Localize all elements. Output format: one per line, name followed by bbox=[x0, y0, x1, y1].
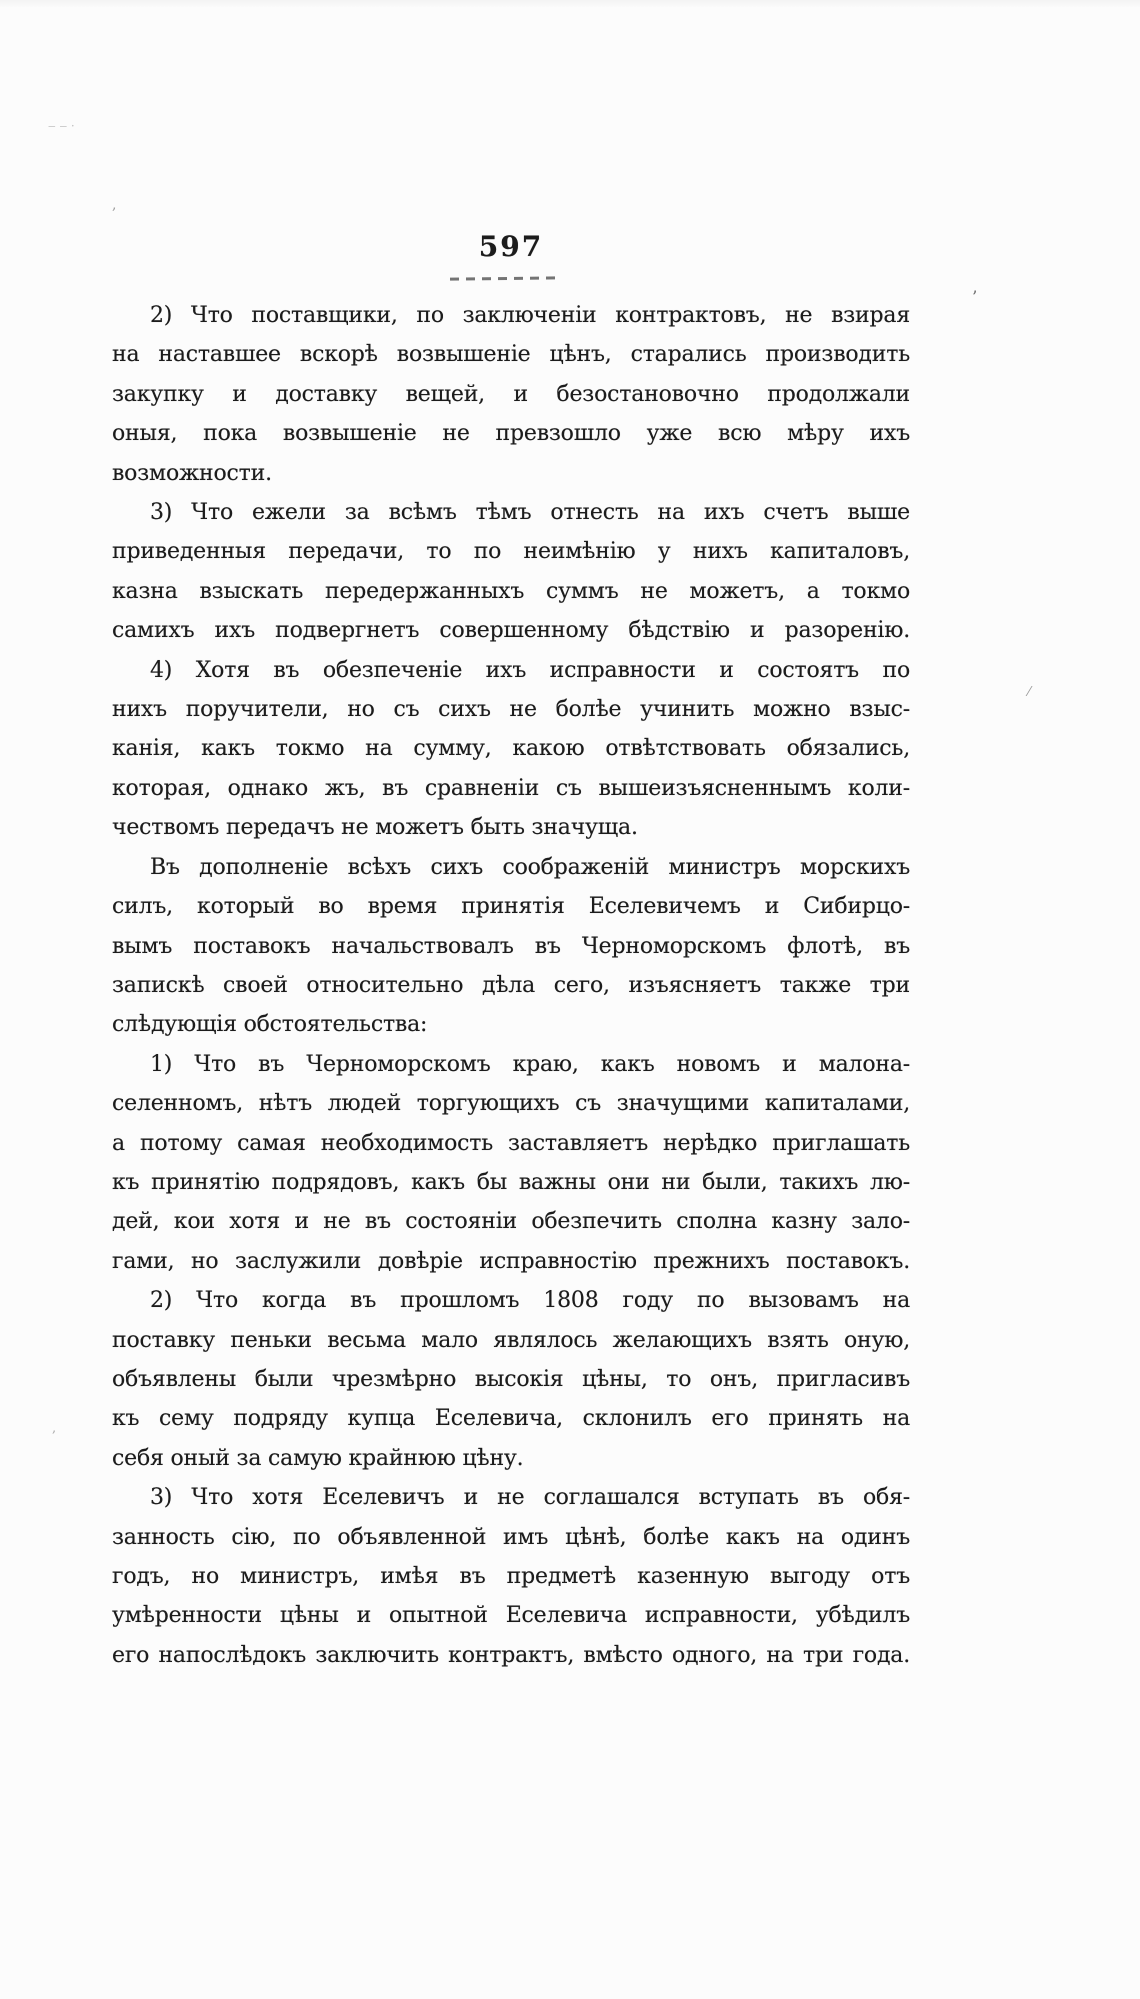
text-line: умѣренности цѣны и опытной Еселевича исправности, убѣдилъ bbox=[112, 1603, 910, 1629]
text-line: 2) Что поставщики, по заключеніи контрактовъ, не взирая bbox=[150, 303, 910, 328]
text-line: гами, но заслужили довѣріе исправностію прежнихъ поставокъ. bbox=[112, 1248, 910, 1274]
text-line: къ сему подряду купца Еселевича, склонилъ его принять на bbox=[112, 1406, 910, 1432]
text-line: объявлены были чрезмѣрно высокія цѣны, то онъ, пригласивъ bbox=[112, 1366, 910, 1392]
scan-artifact: , bbox=[112, 197, 117, 213]
text-line: а потому самая необходимость заставляетъ нерѣдко приглашать bbox=[112, 1130, 910, 1156]
text-line: казна взыскать передержанныхъ суммъ не можетъ, а токмо bbox=[112, 578, 910, 604]
page-number-underline-rule bbox=[450, 276, 558, 280]
text-line: 3) Что хотя Еселевичъ и не соглашался вступать въ обя- bbox=[150, 1485, 910, 1511]
page-number: 597 bbox=[478, 230, 544, 263]
text-line: селенномъ, нѣтъ людей торгующихъ съ значущими капиталами, bbox=[112, 1091, 910, 1117]
text-line: къ принятію подрядовъ, какъ бы важны они ни были, такихъ лю- bbox=[112, 1169, 910, 1195]
scan-artifact: ⁄ bbox=[1028, 685, 1031, 700]
text-line: канія, какъ токмо на сумму, какою отвѣтствовать обязались, bbox=[112, 736, 910, 762]
text-line: возможности. bbox=[112, 460, 272, 486]
text-line: которая, однако жъ, въ сравненіи съ вышеизъясненнымъ коли- bbox=[112, 775, 910, 801]
scan-artifact: ‒ ‒ · bbox=[48, 119, 75, 133]
text-line: 3) Что ежели за всѣмъ тѣмъ отнесть на ихъ счетъ выше bbox=[150, 500, 910, 526]
text-line: закупку и доставку вещей, и безостановочно продолжали bbox=[112, 381, 910, 407]
text-line: дей, кои хотя и не въ состояніи обезпечить сполна казну зало- bbox=[112, 1209, 910, 1235]
text-line: 1) Что въ Черноморскомъ краю, какъ новомъ и малона- bbox=[150, 1051, 910, 1077]
text-line: чествомъ передачъ не можетъ быть значуща. bbox=[112, 815, 638, 841]
text-line: себя оный за самую крайнюю цѣну. bbox=[112, 1445, 524, 1471]
text-line: вымъ поставокъ начальствовалъ въ Черноморскомъ флотѣ, въ bbox=[112, 933, 910, 959]
text-line: силъ, который во время принятія Еселевичемъ и Сибирцо- bbox=[112, 894, 910, 920]
text-line: слѣдующія обстоятельства: bbox=[112, 1012, 428, 1038]
text-line: приведенныя передачи, то по неимѣнію у нихъ капиталовъ, bbox=[112, 539, 910, 565]
text-line: оныя, пока возвышеніе не превзошло уже всю мѣру ихъ bbox=[112, 421, 910, 447]
text-block bbox=[112, 296, 910, 1675]
text-line: его напослѣдокъ заключить контрактъ, вмѣсто одного, на три года. bbox=[112, 1642, 910, 1668]
text-line: занность сію, по объявленной имъ цѣнѣ, болѣе какъ на одинъ bbox=[112, 1524, 910, 1550]
scan-artifact: ’ bbox=[972, 288, 978, 308]
text-line: 4) Хотя въ обезпеченіе ихъ исправности и состоятъ по bbox=[150, 657, 910, 683]
text-line: запискѣ своей относительно дѣла сего, изъясняетъ также три bbox=[112, 972, 910, 998]
text-line: Въ дополненіе всѣхъ сихъ соображеній министръ морскихъ bbox=[150, 854, 910, 880]
text-line: 2) Что когда въ прошломъ 1808 году по вызовамъ на bbox=[150, 1288, 910, 1314]
text-line: нихъ поручители, но съ сихъ не болѣе учинить можно взыс- bbox=[112, 697, 910, 723]
scan-artifact: , bbox=[52, 1421, 57, 1436]
text-line: самихъ ихъ подвергнетъ совершенному бѣдствію и разоренію. bbox=[112, 618, 910, 644]
text-line: на наставшее вскорѣ возвышеніе цѣнъ, старались производить bbox=[112, 342, 910, 368]
text-line: годъ, но министръ, имѣя въ предметѣ казенную выгоду отъ bbox=[112, 1564, 910, 1589]
text-line: поставку пеньки весьма мало являлось желающихъ взять оную, bbox=[112, 1327, 910, 1353]
